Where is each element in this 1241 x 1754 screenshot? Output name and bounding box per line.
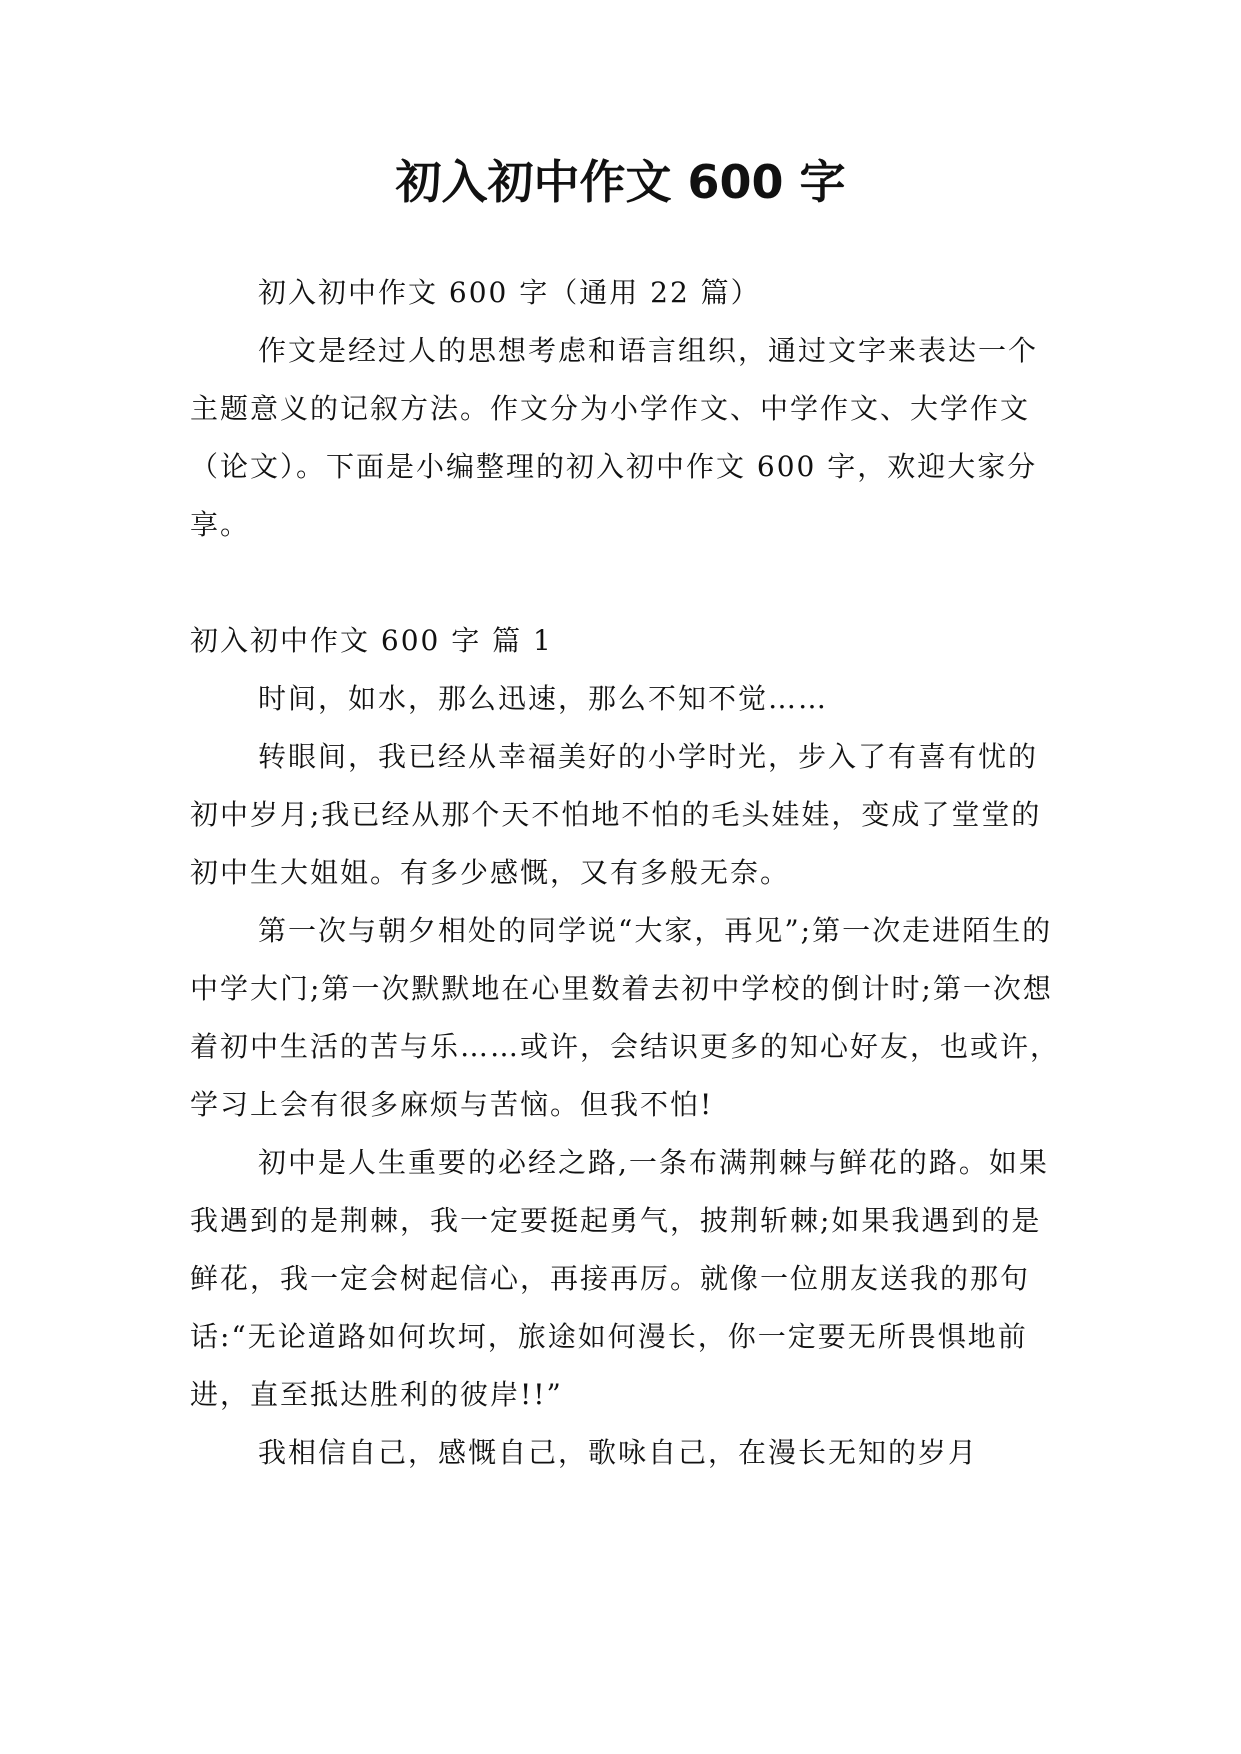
body-paragraph: 我相信自己，感慨自己，歌咏自己，在漫长无知的岁月: [258, 1436, 979, 1469]
body-paragraph: 第一次与朝夕相处的同学说“大家，再见”;第一次走进陌生的中学大门;第一次默默地在心里数着去初中学校的倒计时;第一次想着初中生活的苦与乐……或许，会结识更多的知心好友，也或许，学习上会有很多麻烦与苦恼。但我不怕!: [190, 914, 1061, 1121]
section-gap: [190, 554, 1060, 612]
subtitle-paragraph: 初入初中作文 600 字（通用 22 篇）: [258, 276, 761, 309]
document-body: [190, 264, 1060, 1482]
body-paragraph: 转眼间，我已经从幸福美好的小学时光，步入了有喜有忧的初中岁月;我已经从那个天不怕地不怕的毛头娃娃，变成了堂堂的初中生大姐姐。有多少感慨，又有多般无奈。: [190, 740, 1042, 889]
body-paragraph: 时间，如水，那么迅速，那么不知不觉……: [258, 682, 829, 715]
intro-paragraph: 作文是经过人的思想考虑和语言组织，通过文字来表达一个主题意义的记叙方法。作文分为小学作文、中学作文、大学作文（论文）。下面是小编整理的初入初中作文 600 字，欢迎大家分享。: [190, 334, 1039, 541]
body-paragraph: 初中是人生重要的必经之路,一条布满荆棘与鲜花的路。如果我遇到的是荆棘，我一定要挺起勇气，披荆斩棘;如果我遇到的是鲜花，我一定会树起信心，再接再厉。就像一位朋友送我的那句话:“无论道路如何坎坷，旅途如何漫长，你一定要无所畏惧地前进，直至抵达胜利的彼岸!!”: [190, 1146, 1049, 1411]
document-title: 初入初中作文 600 字: [395, 155, 846, 209]
section-heading: 初入初中作文 600 字 篇 1: [190, 624, 553, 657]
